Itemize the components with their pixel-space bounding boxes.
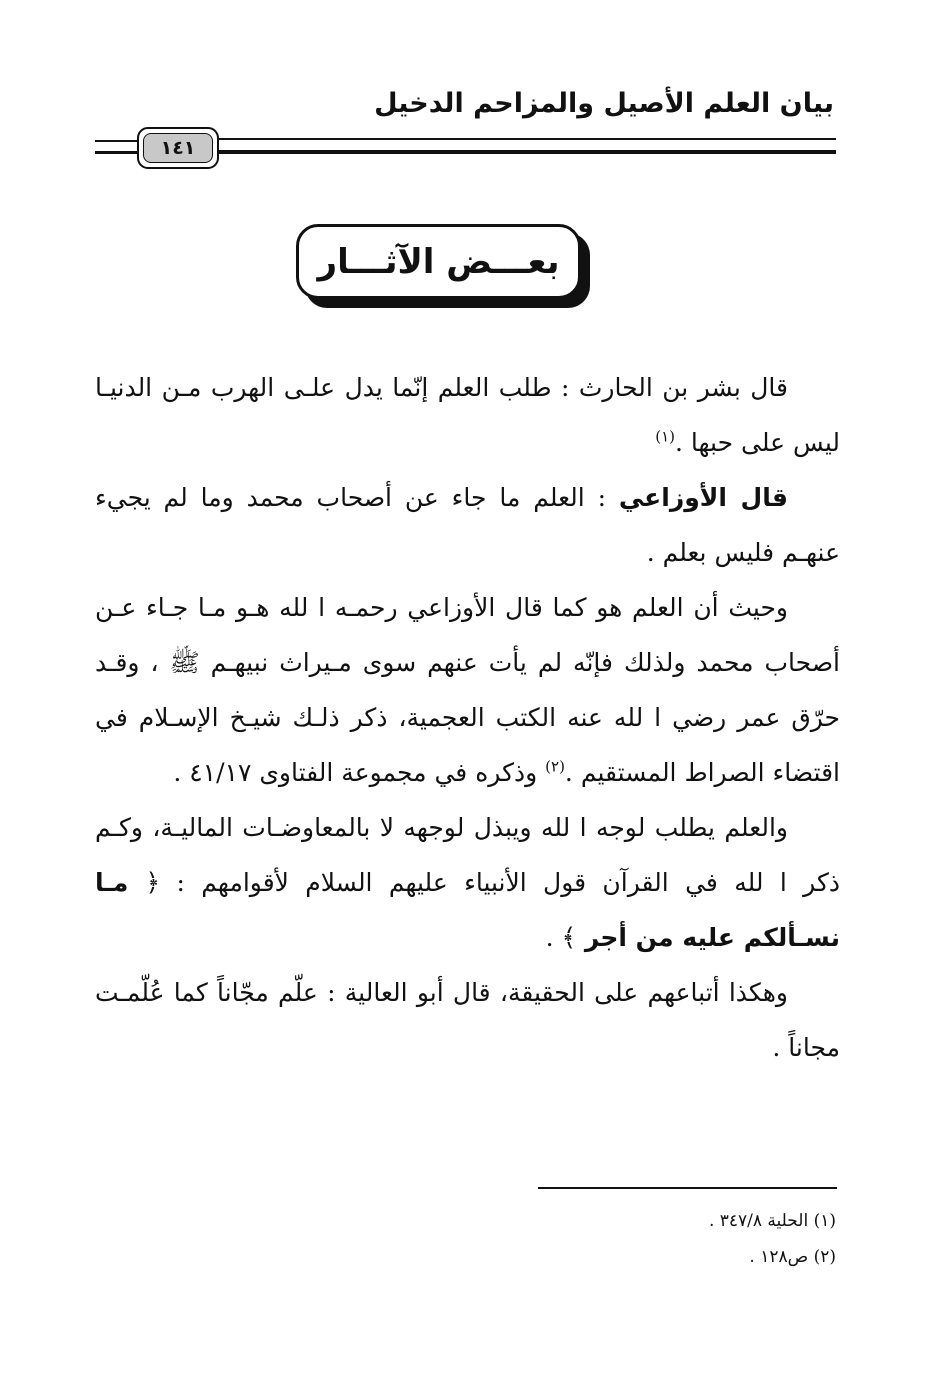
paragraph: وحيث أن العلم هو كما قال الأوزاعي رحمـه ا لله هـو مـا جـاء عـن أصحاب محمد ولذلك فإنّه لم يأت عنهم سوى مـيراث نبيهـم ﷺ ، وقـد حرّق عمر رضي ا لله عنه الكتب العجمية، ذكر ذلـك شيـخ الإسـلام في اقتضاء الصراط المستقيم .$^{(٢)}$ وذكره في مجموعة الفتاوى ٤١/١٧ . (95, 593, 840, 787)
section-heading: بعـــض الآثـــار (317, 241, 560, 282)
body-text (95, 360, 840, 1075)
header-rule-left-bottom (95, 151, 137, 154)
running-title: بيان العلم الأصيل والمزاحم الدخيل (374, 88, 834, 119)
footnote-ref: (٢) (545, 757, 565, 776)
page-number-badge (137, 127, 219, 169)
paragraph: قال الأوزاعي : العلم ما جاء عن أصحاب محمد وما لم يجيء عنهـم فليس بعلم . (95, 483, 840, 567)
page-number: ١٤١ (143, 133, 213, 163)
header-rule-right-top (219, 138, 836, 140)
section-heading-frame (296, 224, 581, 299)
header-rule-left-top (95, 140, 137, 142)
footnote-ref: (١) (655, 427, 675, 446)
footnotes (336, 1203, 836, 1275)
bold-lead: قال الأوزاعي (618, 483, 788, 512)
quran-verse: مـا نسـألكم عليه من أجر (95, 868, 840, 952)
footnote-separator (538, 1187, 837, 1189)
paragraph: وهكذا أتباعهم على الحقيقة، قال أبو العالية : علّم مجّاناً كما عُلّمـت مجاناً . (95, 978, 840, 1062)
paragraph: قال بشر بن الحارث : طلب العلم إنّما يدل علـى الهرب مـن الدنيـا ليس على حبها .$^{(١)}$ (95, 373, 840, 457)
footnote: (١) الحلية ٣٤٧/٨ . (708, 1211, 836, 1231)
header-rule-right-bottom (219, 150, 836, 154)
paragraph: والعلم يطلب لوجه ا لله ويبذل لوجهه لا بالمعاوضـات الماليـة، وكـم ذكر ا لله في القرآن قول الأنبياء عليهم السلام لأقوامهم : ﴿ مـا نسـألكم عليه من أجر ﴾ . (95, 813, 840, 952)
footnote: (٢) ص١٢٨ . (749, 1247, 836, 1267)
